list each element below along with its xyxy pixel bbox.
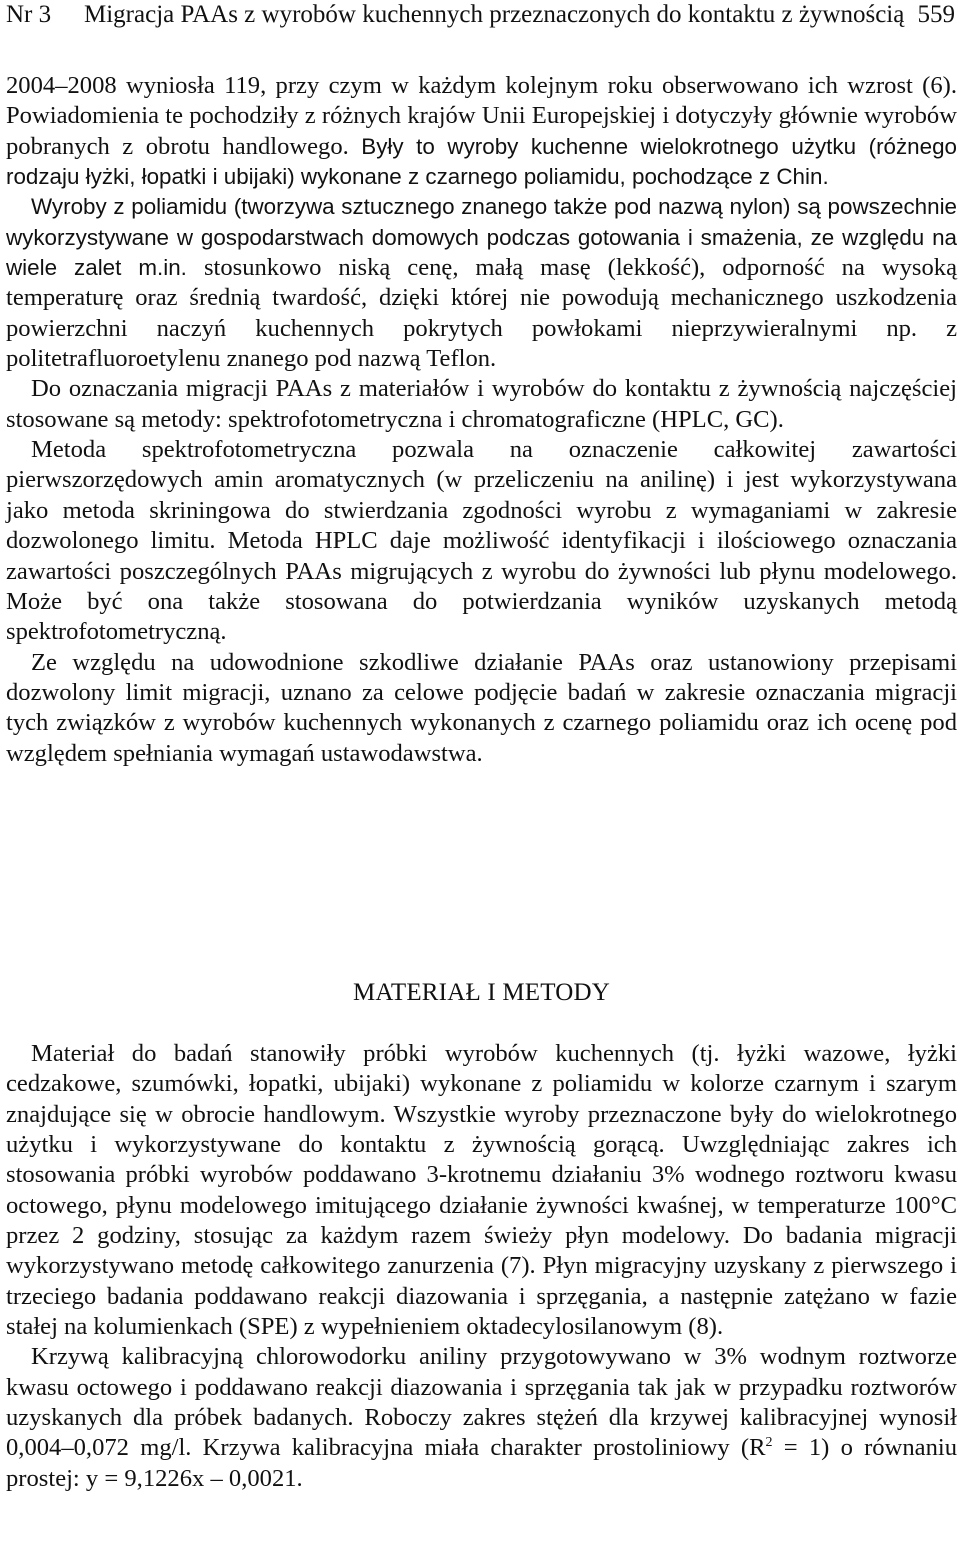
paragraph-text: Krzywą kalibracyjną chlorowodorku aniliny przygotowywano w 3% wodnym roztworze kwasu octowego i poddawano reakcji diazowania i sprzęgania tak jak w przypadku roztworów uzyskanych dla próbek badanych. Roboczy zakres stężeń dla krzywej kalibracyjnej wynosił 0,004–0,072 mg/l. Krzywa kalibracyjna miała charakter prostoliniowy (R: [6, 1343, 957, 1462]
paragraph-text: Materiał do badań stanowiły próbki wyrobów kuchennych (tj. łyżki wazowe, łyżki cedzakowe, szumówki, łopatki, ubijaki) wykonane z poliamidu w kolorze czarnym i szarym znajdujące się w obrocie handlowym. Wszystkie wyroby przeznaczone były do wielokrotnego użytku i wykorzystywane do kontaktu z żywnością gorącą. Uwzględniając zakres ich stosowania próbki wyrobów poddawano 3-krotnemu działaniu 3% wodnego roztworu kwasu octowego, płynu modelowego imitującego działanie żywności kwaśnej, w temperaturze 100°C przez 2 godziny, stosując za każdym razem świeży płyn modelowy. Do badania migracji wykorzystywano metodę całkowitego zanurzenia (7). Płyn migracyjny uzyskany z pierwszego i trzeciego badania poddawano reakcji diazowania i sprzęgania, a następnie zatężano w fazie stałej na kolumienkach (SPE) z wypełnieniem oktadecylosilanowym (8).: [6, 1040, 957, 1341]
running-header: [6, 0, 957, 38]
paragraph-text: Były to wyroby kuchenne wielokrotnego użytku (różnego rodzaju łyżki, łopatki i ubijaki) wykonane z czarnego poliamidu, pochodzące z Chin.: [6, 133, 957, 190]
issue-number: Nr 3: [6, 1, 52, 28]
methods-text: [6, 1039, 957, 1494]
paragraph: [6, 71, 957, 192]
paragraph: [6, 435, 957, 647]
running-title: Migracja PAAs z wyrobów kuchennych przeznaczonych do kontaktu z żywnością: [84, 1, 905, 28]
paragraph: [6, 648, 957, 769]
section-heading: MATERIAŁ I METODY: [352, 979, 611, 1006]
paragraph-text: Metoda spektrofotometryczna pozwala na oznaczenie całkowitej zawartości pierwszorzędowych amin aromatycznych (w przeliczeniu na anilinę) i jest wykorzystywana jako metoda skriningowa do stwierdzania zgodności wyrobu z wymaganiami w zakresie dozwolonego limitu. Metoda HPLC daje możliwość identyfikacji i ilościowego oznaczania zawartości poszczególnych PAAs migrujących z wyrobu do żywności lub płynu modelowego. Może być ona także stosowana do potwierdzania wyników uzyskanych metodą spektrofotometryczną.: [6, 436, 957, 646]
paragraph: [6, 192, 957, 374]
paragraph: [6, 1039, 957, 1342]
paragraph-text: = 1) o równaniu prostej: y = 9,1226x – 0,0021.: [6, 1434, 957, 1492]
paragraph-text: Wyroby z poliamidu (tworzywa sztucznego znanego także pod nazwą nylon) są powszechnie wykorzystywane w gospodarstwach domowych podczas gotowania i smażenia, ze względu na wiele zalet m.in.: [6, 194, 957, 281]
paragraph-text: 2004–2008 wyniosła 119, przy czym w każdym kolejnym roku obserwowano ich wzrost (6). Powiadomienia te pochodziły z różnych krajów Unii Europejskiej i dotyczyły głównie wyrobów pobranych z obrotu handlowego.: [6, 72, 957, 160]
paragraph-text: stosunkowo niską cenę, małą masę (lekkość), odporność na wysoką temperaturę oraz średnią twardość, dzięki której nie powodują mechanicznego uszkodzenia powierzchni naczyń kuchennych pokrytych powłokami nieprzywieralnymi np. z politetrafluoroetylenu znanego pod nazwą Teflon.: [6, 254, 957, 373]
introduction-text: [6, 71, 957, 769]
paragraph: [6, 374, 957, 435]
page-number: 559: [917, 1, 955, 28]
superscript: 2: [765, 1435, 773, 1451]
paragraph-text: Do oznaczania migracji PAAs z materiałów i wyrobów do kontaktu z żywnością najczęściej stosowane są metody: spektrofotometryczna i chromatograficzne (HPLC, GC).: [6, 375, 957, 433]
paragraph-text: Ze względu na udowodnione szkodliwe działanie PAAs oraz ustanowiony przepisami dozwolony limit migracji, uznano za celowe podjęcie badań w zakresie oznaczania migracji tych związków z wyrobów kuchennych wykonanych z czarnego poliamidu oraz ich ocenę pod względem spełniania wymagań ustawodawstwa.: [6, 648, 957, 767]
journal-page: [6, 0, 957, 1492]
paragraph: [6, 1342, 957, 1494]
